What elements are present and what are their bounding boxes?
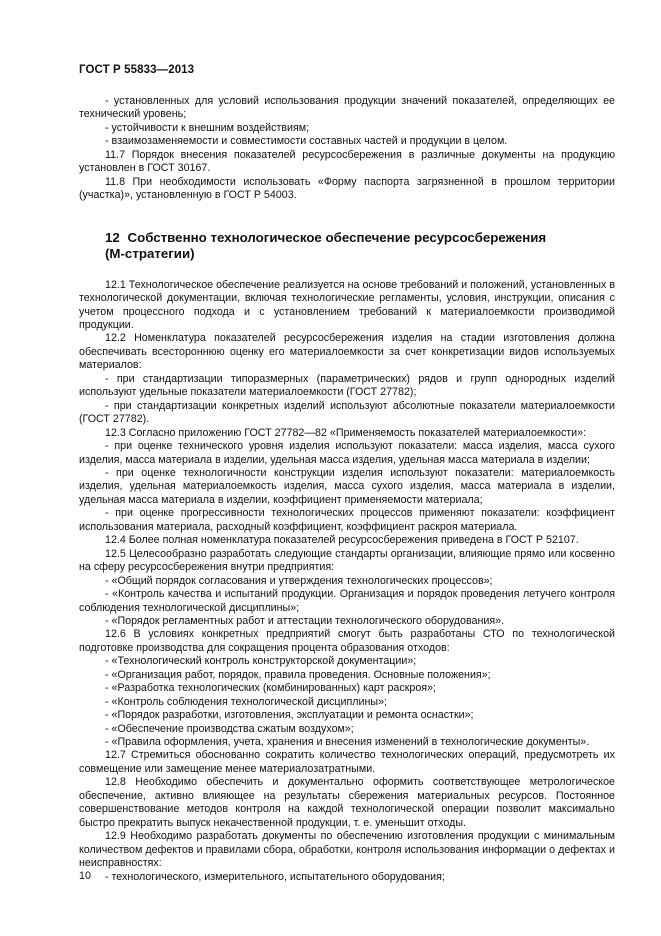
paragraph: - «Контроль соблюдения технологической дисциплины»; — [105, 695, 388, 708]
paragraph: 12.4 Более полная номенклатура показателей ресурсосбережения приведена в ГОСТ Р 52107. — [105, 534, 579, 547]
paragraph: - технологического, измерительного, испытательного оборудования; — [105, 870, 445, 883]
paragraph: - устойчивости к внешним воздействиям; — [105, 121, 310, 134]
paragraph: - «Обеспечение производства сжатым воздухом»; — [105, 722, 354, 735]
section-title-line1: Собственно технологическое обеспечение ресурсосбережения — [127, 229, 547, 245]
paragraph: - взаимозаменяемости и совместимости составных частей и продукции в целом. — [105, 135, 508, 148]
paragraph: 12.7 Стремиться обоснованно сократить количество технологических операций, предусмотреть их совмещение или замещение менее материалозатратными. — [79, 749, 615, 775]
document-body — [79, 95, 615, 884]
paragraph: - при оценке технического уровня изделия используют показатели: масса изделия, масса сухого изделия, масса материала в изделии, удельная масса изделия, удельная масса материала в изделии; — [79, 440, 615, 466]
paragraph: 12.5 Целесообразно разработать следующие стандарты организации, влияющие прямо или косвенно на сферу ресурсосбережения внутри предприятия: — [79, 547, 615, 574]
paragraph: - «Контроль качества и испытаний продукции. Организация и порядок проведения летучего контроля соблюдения технологической дисциплины»; — [79, 588, 615, 614]
paragraph: - при оценке технологичности конструкции изделия используют показатели: материалоемкость изделия, удельная материалоемкость изделия, масса сухого изделия, масса материала в изделии, удельная масса материала в изделии, коэффициент применяемости материала; — [79, 466, 615, 506]
document-header: ГОСТ Р 55833—2013 — [79, 64, 195, 76]
paragraph: 12.6 В условиях конкретных предприятий смогут быть разработаны СТО по технологической подготовке производства для сокращения процента образования отходов: — [79, 628, 615, 654]
section-title-line2: (М-стратегии) — [105, 245, 195, 261]
paragraph: 11.8 При необходимости использовать «Форму паспорта загрязненной в прошлом территории (участка)», установленную в ГОСТ Р 54003. — [79, 175, 615, 202]
paragraph: - «Общий порядок согласования и утверждения технологических процессов»; — [105, 574, 493, 587]
paragraph: - установленных для условий использования продукции значений показателей, определяющих ее технический уровень; — [79, 95, 615, 121]
page-number: 10 — [79, 870, 91, 882]
paragraph: - «Правила оформления, учета, хранения и внесения изменений в технологические документы». — [105, 736, 590, 749]
paragraph: 12.9 Необходимо разработать документы по обеспечению изготовления продукции с минимальным количеством дефектов и правилами сбора, обработки, контроля использования информации о дефектах и неисправностях: — [79, 830, 615, 870]
paragraph: 11.7 Порядок внесения показателей ресурсосбережения в различные документы на продукцию установлен в ГОСТ 30167. — [79, 148, 615, 175]
paragraph: 12.1 Технологическое обеспечение реализуется на основе требований и положений, установленных в технологической документации, включая технологические регламенты, условия, инструкции, описания с учетом процессного подхода и с установлением требований к материалоемкости производимой продукции. — [79, 278, 615, 331]
paragraph: 12.2 Номенклатура показателей ресурсосбережения изделия на стадии изготовления должна обеспечивать всестороннюю оценку его материалоемкости за счет конкретизации видов используемых материалов: — [79, 332, 615, 372]
paragraph: - при стандартизации типоразмерных (параметрических) рядов и групп однородных изделий используют удельные показатели материалоемкости (ГОСТ 27782); — [79, 372, 615, 399]
paragraph: 12.8 Необходимо обеспечить и документально оформить соответствующее метрологическое обеспечение, активно влияющее на результаты сбережения материальных ресурсов. Постоянное совершенствование методов контроля на каждой технологической операции позволит максимально быстро прекратить выпуск некачественной продукции, т. е. уменьшит отходы. — [79, 776, 615, 829]
paragraph: 12.3 Согласно приложению ГОСТ 27782—82 «Применяемость показателей материалоемкости»: — [105, 426, 587, 439]
paragraph: - при оценке прогрессивности технологических процессов применяют показатели: коэффициент использования материала, расходный коэффициент, коэффициент раскроя материала. — [79, 507, 615, 533]
section-number: 12 — [105, 229, 120, 245]
paragraph: - «Порядок разработки, изготовления, эксплуатации и ремонта оснастки»; — [105, 709, 474, 722]
paragraph: - «Разработка технологических (комбинированных) карт раскроя»; — [105, 682, 436, 695]
paragraph: - «Порядок регламентных работ и аттестации технологического оборудования». — [105, 614, 505, 627]
section-heading — [79, 230, 615, 262]
paragraph: - при стандартизации конкретных изделий используют абсолютные показатели материалоемкости (ГОСТ 27782). — [79, 399, 615, 426]
paragraph: - «Технологический контроль конструкторской документации»; — [105, 655, 417, 668]
paragraph: - «Организация работ, порядок, правила проведения. Основные положения»; — [105, 668, 491, 681]
